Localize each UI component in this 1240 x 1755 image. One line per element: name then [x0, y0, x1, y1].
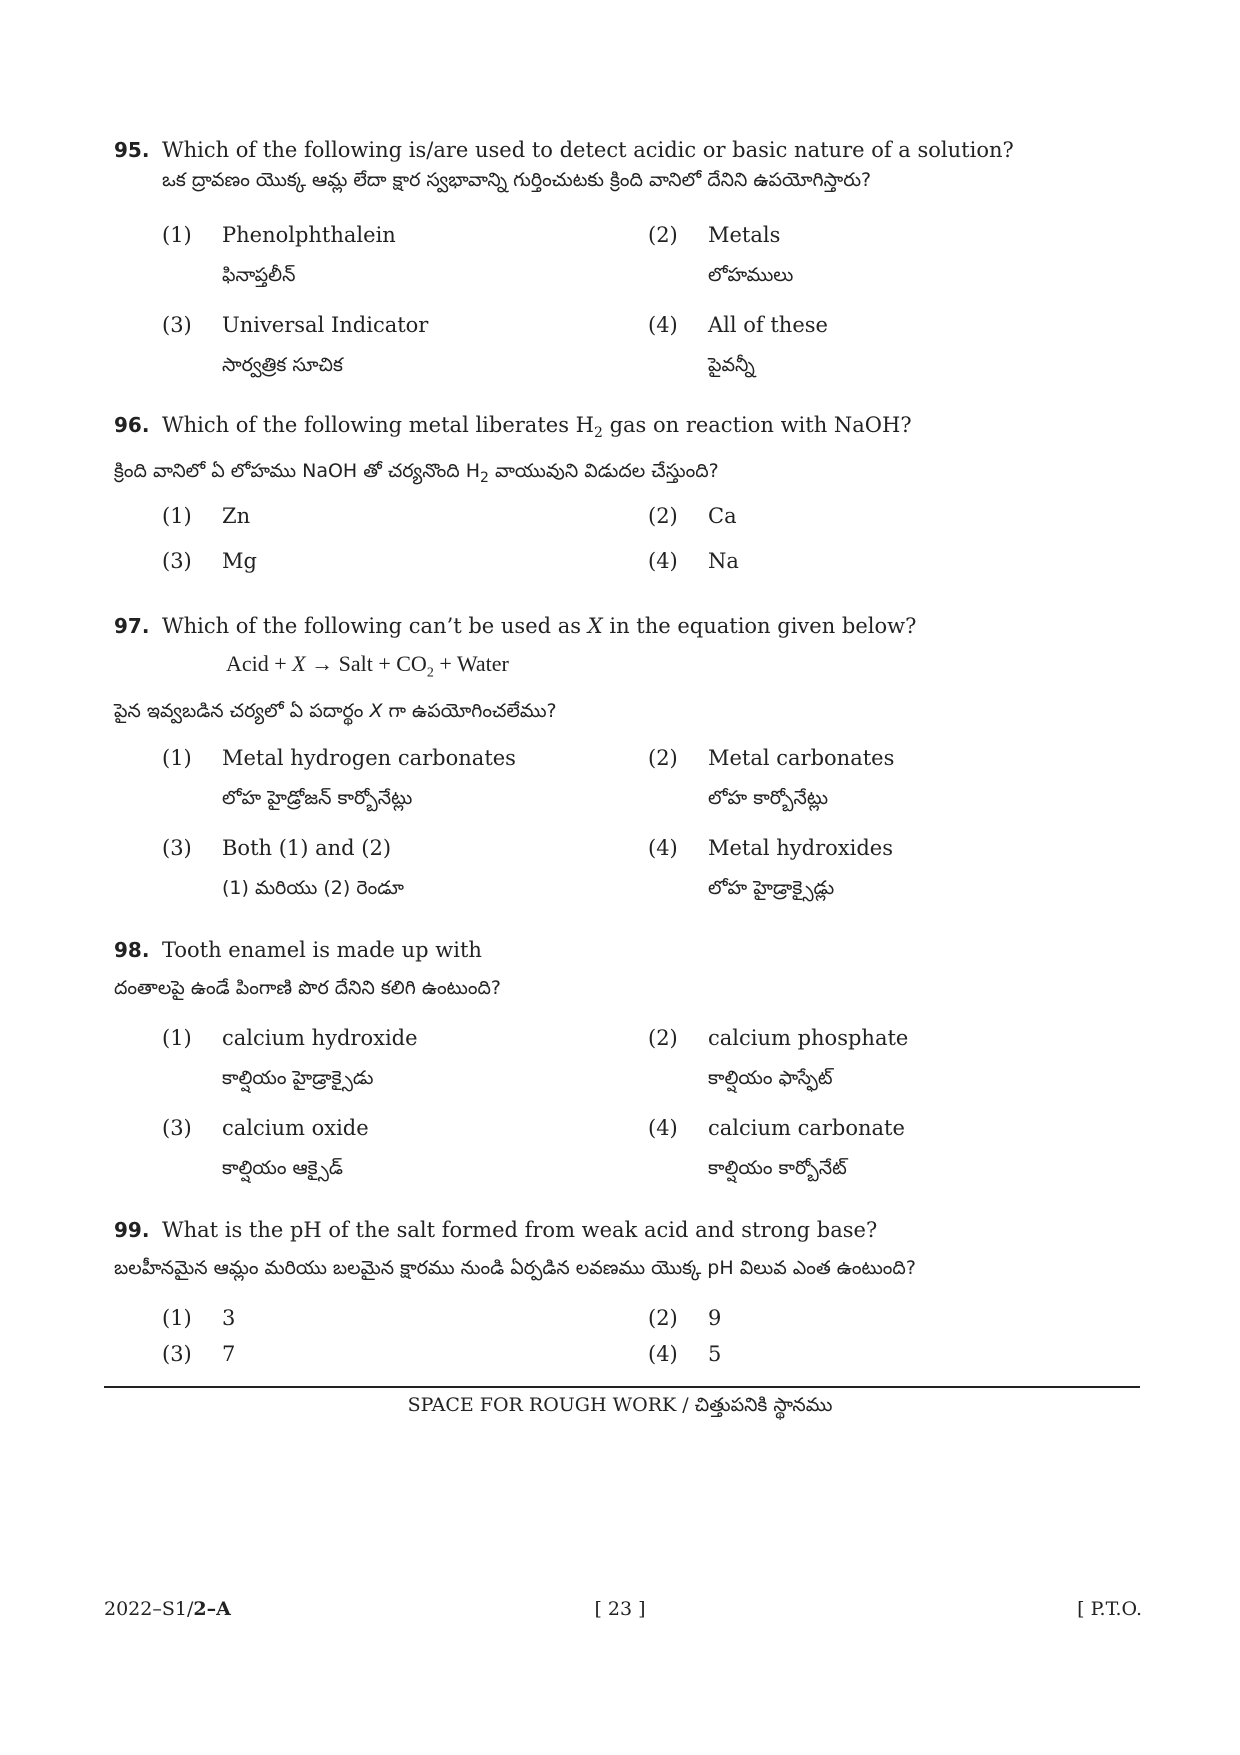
question-text: Which of the following is/are used to detect acidic or basic nature of a solution? — [162, 138, 1014, 162]
question-number: 98. — [114, 938, 150, 962]
chemical-equation: Acid + X → Salt + $CO_2$ + Water — [226, 651, 509, 681]
question-text: What is the pH of the salt formed from weak acid and strong base? — [162, 1218, 878, 1242]
question-99 — [114, 1215, 1124, 1283]
rough-work-divider — [104, 1386, 1140, 1388]
question-95 — [114, 135, 1124, 195]
question-number: 97. — [114, 614, 150, 638]
question-text-telugu: దంతాలపై ఉండే పింగాణి పొర దేనిని కలిగి ఉంటుంది? — [114, 977, 502, 999]
question-number: 96. — [114, 413, 150, 437]
page-number: [ 23 ] — [594, 1598, 646, 1620]
question-text-telugu: క్రింది వానిలో ఏ లోహము NaOH తో చర్యనొంది $H_2$ వాయువుని విడుదల చేస్తుంది? — [114, 460, 719, 486]
question-96 — [114, 410, 1124, 493]
question-text: Tooth enamel is made up with — [162, 938, 482, 962]
question-97 — [114, 611, 1124, 726]
rough-work-label: SPACE FOR ROUGH WORK / చిత్తుపనికి స్థానము — [407, 1394, 833, 1416]
question-text: Which of the following metal liberates $H_2$ gas on reaction with NaOH? — [162, 413, 912, 442]
question-text-telugu: బలహీనమైన ఆమ్లం మరియు బలమైన క్షారము నుండి ఏర్పడిన లవణము యొక్క pH విలువ ఎంత ఉంటుంది? — [114, 1257, 916, 1279]
question-number: 99. — [114, 1218, 150, 1242]
question-text: Which of the following can’t be used as X in the equation given below? — [162, 614, 917, 638]
question-text-telugu: పైన ఇవ్వబడిన చర్యలో ఏ పదార్థం X గా ఉపయోగించలేము? — [114, 700, 557, 723]
question-text-telugu: ఒక ద్రావణం యొక్క ఆమ్ల లేదా క్షార స్వభావాన్ని గుర్తించుటకు క్రింది వానిలో దేనిని ఉపయోగిస్తారు? — [162, 169, 872, 191]
paper-code: 2022–S1/2–A — [104, 1598, 231, 1620]
question-98 — [114, 935, 1124, 1003]
question-number: 95. — [114, 138, 150, 162]
please-turn-over: [ P.T.O. — [1077, 1598, 1142, 1620]
